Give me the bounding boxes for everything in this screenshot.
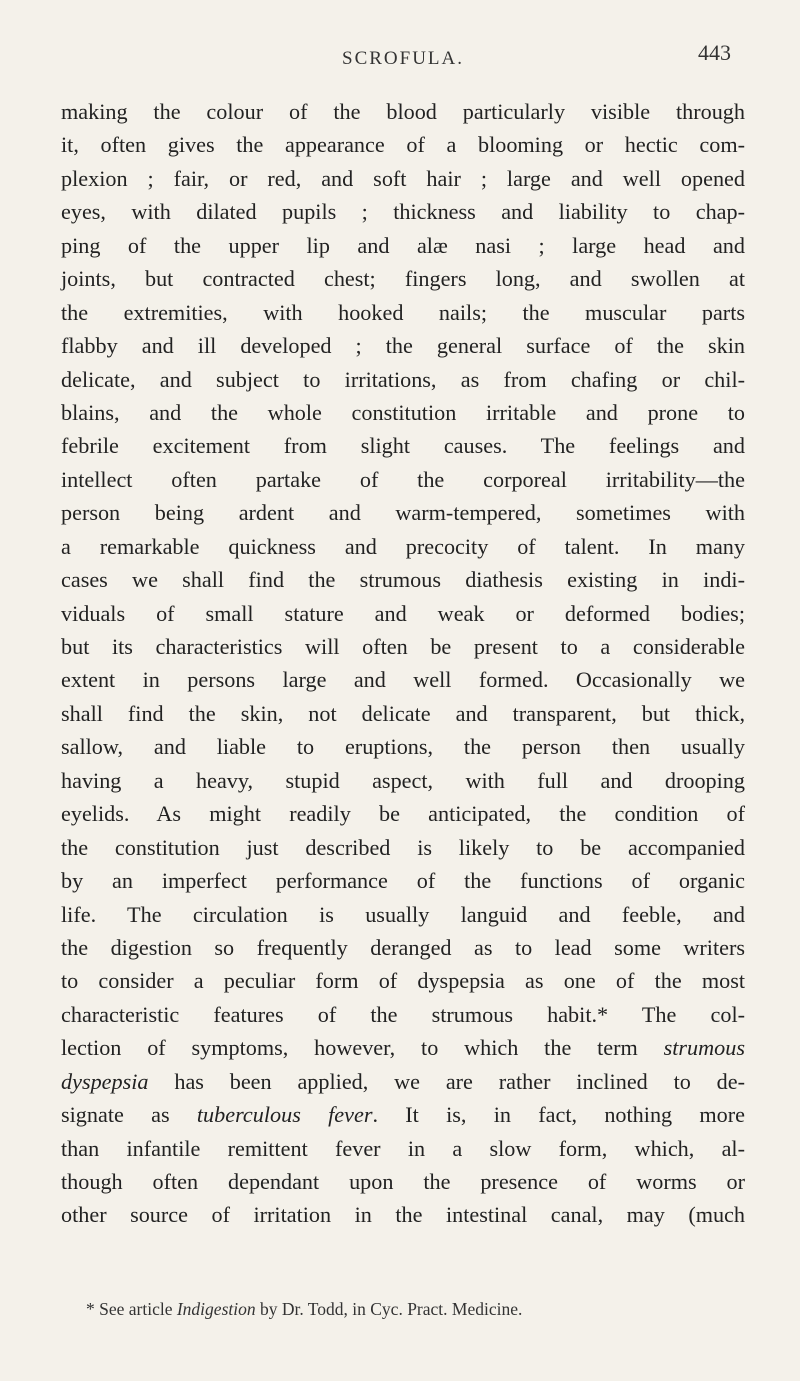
text-line: febrile excitement from slight causes. The feelings and bbox=[61, 433, 745, 459]
text-line: the extremities, with hooked nails; the muscular parts bbox=[61, 299, 745, 325]
text-line: other source of irritation in the intestinal canal, may (much bbox=[61, 1202, 745, 1228]
text-line: blains, and the whole constitution irritable and prone to bbox=[61, 399, 745, 425]
text-line: eyelids. As might readily be anticipated, the condition of bbox=[61, 801, 745, 827]
text-line: eyes, with dilated pupils ; thickness and liability to chap- bbox=[61, 199, 745, 225]
text-line: ping of the upper lip and alæ nasi ; large head and bbox=[61, 232, 745, 258]
text-line: viduals of small stature and weak or deformed bodies; bbox=[61, 600, 745, 626]
page-header bbox=[0, 40, 800, 88]
text-line: person being ardent and warm-tempered, sometimes with bbox=[61, 500, 745, 526]
text-line: the digestion so frequently deranged as to lead some writers bbox=[61, 934, 745, 960]
text-segment: signate as bbox=[61, 1102, 170, 1128]
footnote-prefix: * See article bbox=[86, 1299, 173, 1319]
text-line bbox=[61, 1031, 745, 1064]
text-segment: has been applied, we are rather inclined to de- bbox=[174, 1068, 745, 1094]
footnote bbox=[86, 1299, 744, 1320]
page-number: 443 bbox=[698, 40, 731, 65]
text-line: joints, but contracted chest; fingers long, and swollen at bbox=[61, 266, 745, 292]
text-segment: . It is, in fact, nothing more bbox=[372, 1102, 745, 1128]
running-head: SCROFULA. bbox=[342, 48, 464, 69]
text-line bbox=[61, 1098, 745, 1131]
text-line: sallow, and liable to eruptions, the person then usually bbox=[61, 734, 745, 760]
text-line: by an imperfect performance of the functions of organic bbox=[61, 868, 745, 894]
text-segment: lection of symptoms, however, to which the term bbox=[61, 1035, 638, 1061]
text-line: cases we shall find the strumous diathesis existing in indi- bbox=[61, 567, 745, 593]
text-line: making the colour of the blood particularly visible through bbox=[61, 99, 745, 124]
text-line: flabby and ill developed ; the general surface of the skin bbox=[61, 333, 745, 359]
text-line: though often dependant upon the presence of worms or bbox=[61, 1169, 745, 1194]
footnote-suffix: by Dr. Todd, in Cyc. Pract. Medicine. bbox=[259, 1299, 523, 1319]
text-line: but its characteristics will often be present to a considerable bbox=[61, 634, 745, 659]
text-line: shall find the skin, not delicate and transparent, but thick, bbox=[61, 700, 745, 726]
text-line: the constitution just described is likely to be accompanied bbox=[61, 834, 745, 860]
italic-term: dyspepsia bbox=[61, 1068, 149, 1094]
text-line bbox=[61, 1065, 745, 1098]
text-line: intellect often partake of the corporeal irritability—the bbox=[61, 466, 745, 492]
text-line: plexion ; fair, or red, and soft hair ; large and well opened bbox=[61, 165, 745, 191]
text-line: having a heavy, stupid aspect, with full and drooping bbox=[61, 767, 745, 793]
footnote-title: Indigestion bbox=[176, 1299, 256, 1319]
body-text bbox=[61, 95, 745, 1232]
text-line: to consider a peculiar form of dyspepsia as one of the most bbox=[61, 968, 745, 994]
text-line: extent in persons large and well formed. Occasionally we bbox=[61, 667, 745, 693]
text-line: characteristic features of the strumous habit.* The col- bbox=[61, 1001, 745, 1027]
text-line: life. The circulation is usually languid and feeble, and bbox=[61, 901, 745, 927]
text-line: a remarkable quickness and precocity of talent. In many bbox=[61, 533, 745, 559]
text-line: than infantile remittent fever in a slow form, which, al- bbox=[61, 1135, 745, 1161]
italic-term: strumous bbox=[663, 1035, 745, 1061]
italic-term: tuberculous fever bbox=[196, 1102, 373, 1128]
text-line: delicate, and subject to irritations, as from chafing or chil- bbox=[61, 366, 745, 392]
text-line: it, often gives the appearance of a blooming or hectic com- bbox=[61, 132, 745, 158]
